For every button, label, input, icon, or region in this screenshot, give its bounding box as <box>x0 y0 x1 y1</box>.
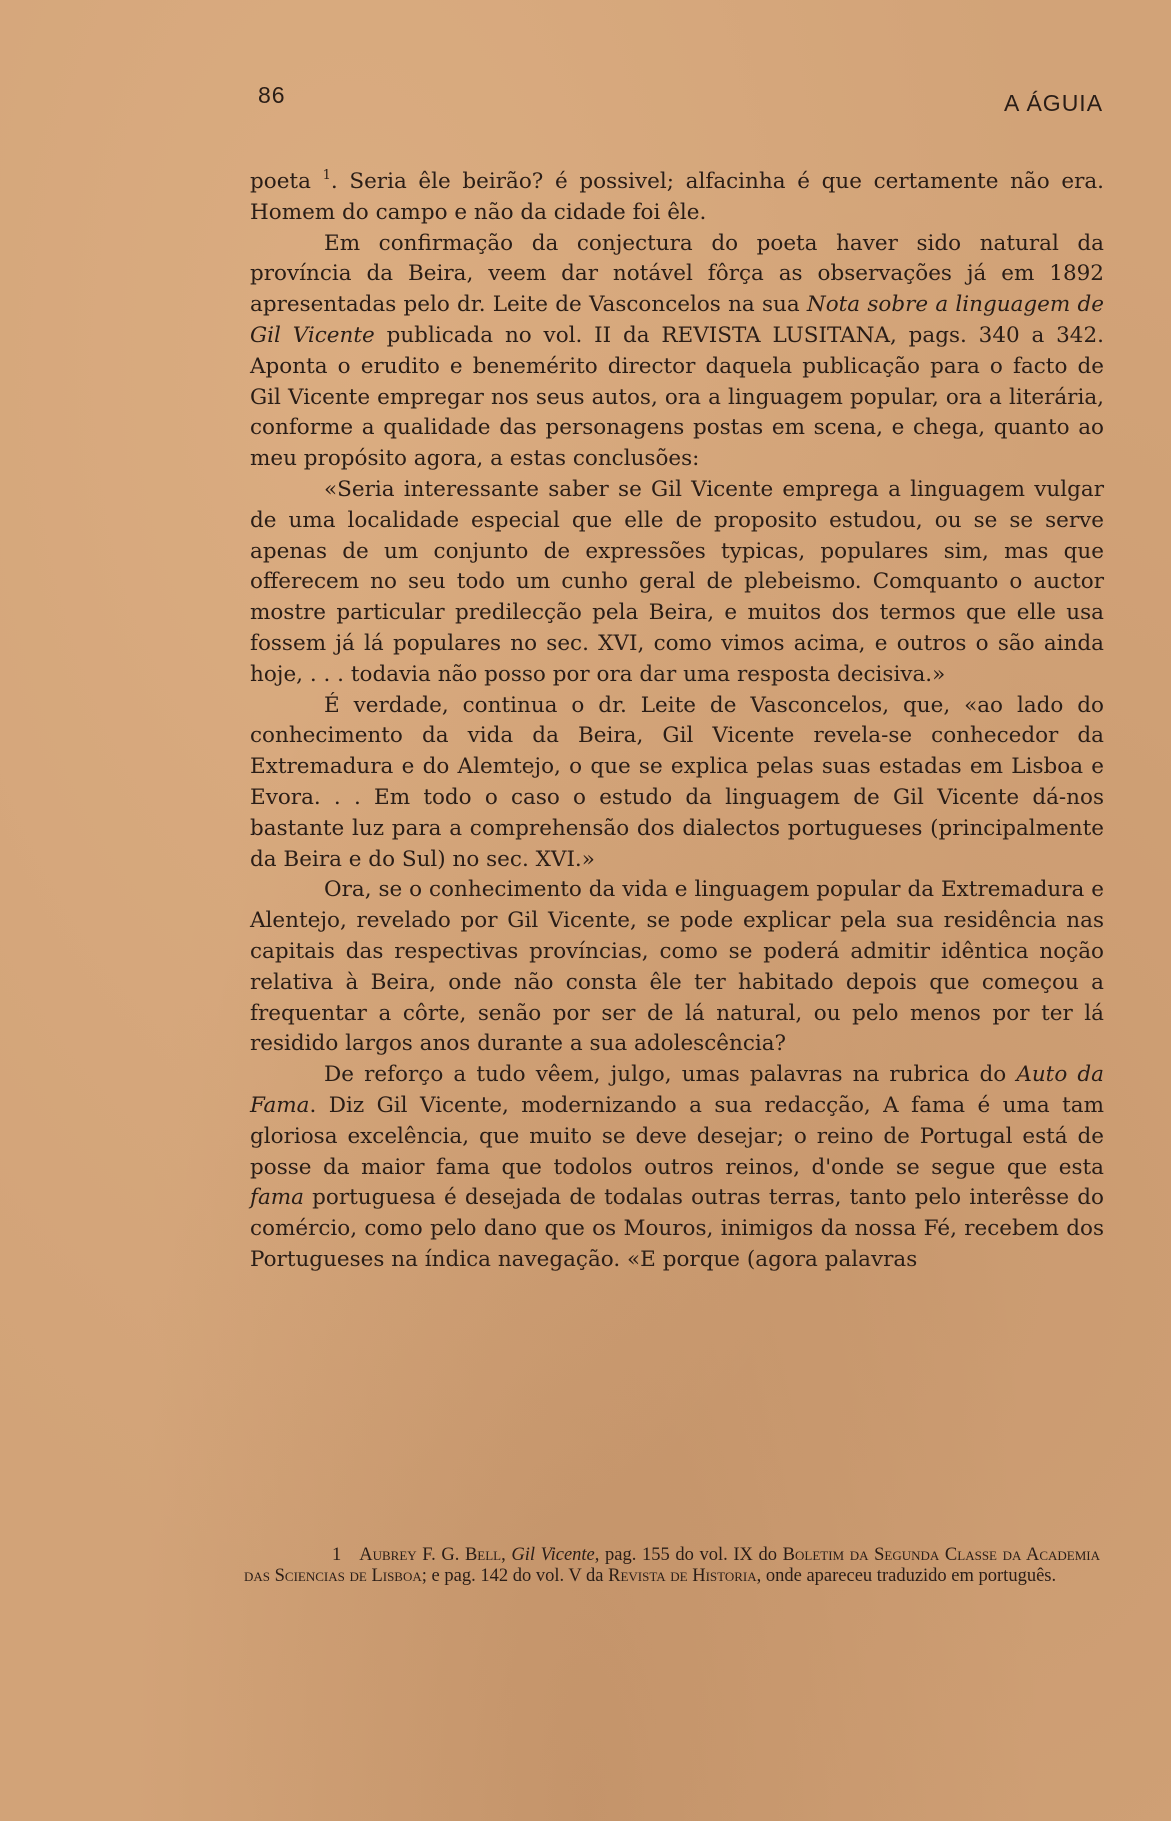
p1-rest: . Seria êle beirão? é possivel; alfacinha é que certamente não era. Homem do campo e não da cidade foi êle. <box>250 169 1105 225</box>
footnote-mark: 1 <box>332 1545 342 1565</box>
paragraph-1 <box>250 167 1104 229</box>
p6-work-title: Auto da Fama <box>250 1062 1104 1118</box>
footnote-text-b: ; e pag. 142 do vol. V da <box>421 1566 609 1586</box>
page-number: 86 <box>258 82 286 108</box>
paragraph-2 <box>250 229 1104 475</box>
footnote-reference: 1 <box>322 168 331 183</box>
paragraph-5: Ora, se o conhecimento da vida e linguagem popular da Extremadura e Alentejo, revelado por Gil Vicente, se pode explicar pela sua residência nas capitais das respectivas províncias, como se poderá admitir idêntica noção relativa à Beira, onde não consta êle ter habitado depois que começou a frequentar a côrte, senão por ser de lá natural, ou pelo menos por ter lá residido largos anos durante a sua adolescência? <box>250 877 1104 1057</box>
p6-text-b: . Diz Gil Vicente, modernizando a sua redacção, A fama é uma tam gloriosa excelência, que muito se deve desejar; o reino de Portugal está de posse da maior fama que todolos outros reinos, d'onde se segue que esta <box>250 1092 1104 1180</box>
paragraph-4: É verdade, continua o dr. Leite de Vasconcelos, que, «ao lado do conhecimento da vida da Beira, Gil Vicente revela-se conhecedor da Extremadura e do Alemtejo, o que se explica pelas suas estadas em Lisboa e Evora. . . Em todo o caso o estudo da linguagem de Gil Vicente dá-nos bastante luz para a comprehensão dos dialectos portugueses (principalmente da Beira e do Sul) no sec. XVI.» <box>250 692 1104 872</box>
footnote-bulletin: Boletim da Segunda Classe da Academia das Sciencias de Lisboa <box>244 1545 1101 1586</box>
footnote-author: Aubrey F. G. Bell <box>359 1545 502 1565</box>
p2-text-b: publicada no vol. II da REVISTA LUSITANA, pags. 340 a 342. Aponta o erudito e benemérito director daquela publicação para o facto de Gil Vicente empregar nos seus autos, ora a linguagem popular, ora a literária, conforme a qualidade das personagens postas em scena, e chega, quanto ao meu propósito agora, a estas conclusões: <box>250 322 1105 472</box>
p6-text-c: portuguesa é desejada de todalas outras terras, tanto pelo interêsse do comércio, como pelo dano que os Mouros, inimigos da nossa Fé, recebem dos Portugueses na índica navegação. «E porque (agora palavras <box>250 1185 1104 1272</box>
paragraph-6 <box>250 1060 1104 1276</box>
footnote: 1 Aubrey F. G. Bell, Gil Vicente, pag. 155 do vol. IX do Boletim da Segunda Classe da Academia das Sciencias de Lisboa; e pag. 142 do vol. V da Revista de Historia, onde apareceu traduzido em português. <box>244 1545 1101 1586</box>
p6-text-a: De reforço a tudo vêem, julgo, umas palavras na rubrica do <box>324 1062 1017 1088</box>
p1-start: poeta <box>250 169 311 194</box>
footnote-text-c: , onde apareceu traduzido em português. <box>756 1566 1057 1586</box>
p6-fama: fama <box>250 1185 304 1211</box>
footnote-title: Gil Vicente <box>511 1545 595 1565</box>
footnote-journal: Revista de Historia <box>608 1566 757 1586</box>
running-head: A ÁGUIA <box>1004 90 1104 116</box>
footnote-text-a: , pag. 155 do vol. IX do <box>594 1545 783 1565</box>
p2-work-title: Nota sobre a linguagem de Gil Vicente <box>250 292 1105 348</box>
paragraph-3-quote: «Seria interessante saber se Gil Vicente emprega a linguagem vulgar de uma localidade especial que elle de proposito estudou, ou se se serve apenas de um conjunto de expressões typicas, populares sim, mas que offerecem no seu todo um cunho geral de plebeismo. Comquanto o auctor mostre particular predilecção pela Beira, e muitos dos termos que elle usa fossem já lá populares no sec. XVI, como vimos acima, e outros o são ainda hoje, . . . todavia não posso por ora dar uma resposta decisiva.» <box>250 476 1104 687</box>
p2-text-a: Em confirmação da conjectura do poeta haver sido natural da província da Beira, veem dar notável fôrça as observações já em 1892 apresentadas pelo dr. Leite de Vasconcelos na sua <box>250 230 1104 318</box>
body-text <box>250 167 1104 1276</box>
